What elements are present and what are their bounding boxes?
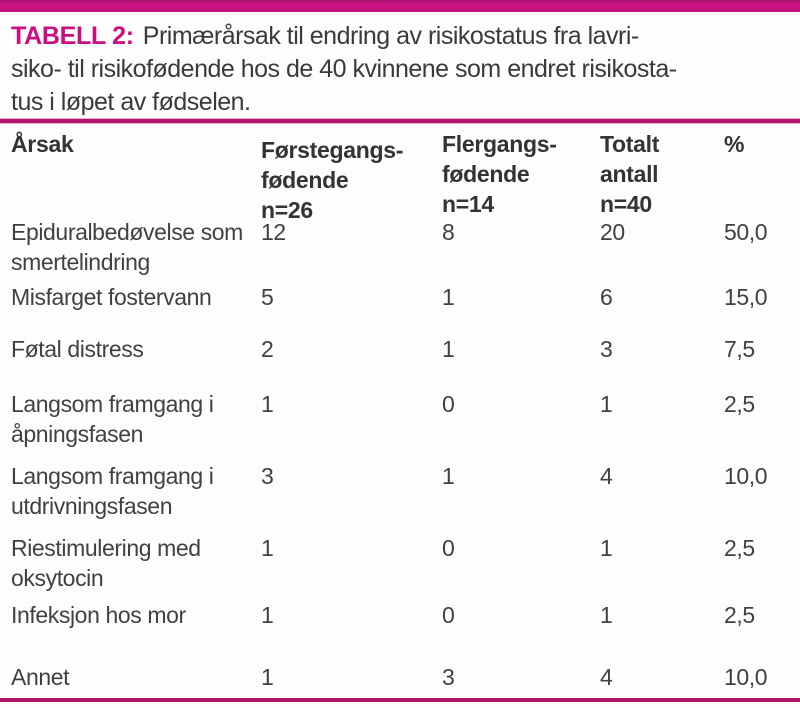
- forstegangs-value-cell: 12: [261, 219, 286, 245]
- column-header-line: antall: [600, 161, 659, 187]
- cause-line: Epiduralbedøvelse som: [11, 219, 243, 245]
- cause-line: oksytocin: [11, 565, 104, 591]
- table-row: [11, 282, 790, 334]
- cause-cell: [11, 334, 261, 364]
- percent-value-cell: 10,0: [724, 664, 768, 690]
- cause-line: utdrivningsfasen: [11, 493, 173, 519]
- percent-value-cell: 2,5: [724, 391, 755, 417]
- percent-value-cell: 2,5: [724, 602, 755, 628]
- flergangs-value-cell: 8: [442, 219, 455, 245]
- cause-cell: [11, 533, 261, 593]
- caption-line-1: [11, 20, 792, 53]
- percent-value-cell: 15,0: [724, 284, 768, 310]
- bottom-accent-rule: [0, 698, 800, 702]
- column-header-line: Totalt: [600, 131, 660, 157]
- cause-cell: [11, 389, 261, 449]
- column-header-line: n=40: [600, 191, 652, 217]
- cause-line: Føtal distress: [11, 336, 144, 362]
- flergangs-value-cell: 0: [442, 391, 455, 417]
- flergangs-value-cell: 1: [442, 284, 455, 310]
- caption-text: Primærårsak til endring av risikostatus fra lavri-: [142, 22, 639, 50]
- table-row: [11, 600, 790, 662]
- table-header-row: [11, 123, 790, 223]
- column-header-line: Flergangs-: [442, 131, 557, 157]
- flergangs-value-cell: 3: [442, 664, 455, 690]
- totalt-value-cell: 1: [600, 391, 613, 417]
- table-row: [11, 334, 790, 389]
- table-row: [11, 389, 790, 461]
- top-accent-bar: [0, 0, 800, 12]
- column-header-totalt: [600, 129, 724, 219]
- column-header-line: %: [724, 131, 745, 157]
- forstegangs-value-cell: 3: [261, 463, 274, 489]
- column-header-line: Førstegangs-: [261, 137, 404, 163]
- cause-line: smertelindring: [11, 249, 150, 275]
- table-row: [11, 533, 790, 600]
- cause-line: Riestimulering med: [11, 535, 201, 561]
- forstegangs-value-cell: 1: [261, 535, 274, 561]
- percent-value-cell: 2,5: [724, 535, 755, 561]
- table-row: [11, 217, 790, 282]
- percent-value-cell: 10,0: [724, 463, 768, 489]
- caption-line-2: siko- til risikofødende hos de 40 kvinnene som endret risikosta-: [11, 55, 677, 83]
- forstegangs-value-cell: 5: [261, 284, 274, 310]
- totalt-value-cell: 1: [600, 535, 613, 561]
- flergangs-value-cell: 1: [442, 336, 455, 362]
- percent-value-cell: 50,0: [724, 219, 768, 245]
- column-header-cause: [11, 129, 261, 159]
- column-header-line: fødende: [442, 161, 530, 187]
- totalt-value-cell: 6: [600, 284, 613, 310]
- cause-cell: [11, 600, 261, 630]
- table-body: [11, 217, 790, 698]
- cause-cell: [11, 461, 261, 521]
- forstegangs-value-cell: 1: [261, 664, 274, 690]
- forstegangs-value-cell: 1: [261, 391, 274, 417]
- column-header-line: n=14: [442, 191, 494, 217]
- column-header-flergangs: [442, 129, 600, 219]
- cause-line: Langsom framgang i: [11, 463, 214, 489]
- column-header-percent: [724, 129, 790, 159]
- table-row: [11, 461, 790, 533]
- column-header-line: n=26: [261, 197, 313, 223]
- forstegangs-value-cell: 2: [261, 336, 274, 362]
- cause-cell: [11, 282, 261, 312]
- cause-line: Misfarget fostervann: [11, 284, 212, 310]
- cause-line: åpningsfasen: [11, 421, 144, 447]
- table-row: [11, 662, 790, 698]
- table-caption: [11, 20, 792, 119]
- data-table: [0, 123, 800, 698]
- cause-line: Langsom framgang i: [11, 391, 214, 417]
- percent-value-cell: 7,5: [724, 336, 755, 362]
- table-number-label: TABELL 2:: [11, 22, 134, 50]
- column-header-forstegangs: [261, 129, 442, 225]
- column-header-line: fødende: [261, 167, 349, 193]
- column-header-line: Årsak: [11, 131, 74, 157]
- cause-cell: [11, 662, 261, 692]
- totalt-value-cell: 3: [600, 336, 613, 362]
- caption-line-3: tus i løpet av fødselen.: [11, 88, 251, 116]
- forstegangs-value-cell: 1: [261, 602, 274, 628]
- totalt-value-cell: 4: [600, 463, 613, 489]
- cause-line: Infeksjon hos mor: [11, 602, 186, 628]
- flergangs-value-cell: 0: [442, 602, 455, 628]
- cause-line: Annet: [11, 664, 70, 690]
- totalt-value-cell: 20: [600, 219, 625, 245]
- totalt-value-cell: 4: [600, 664, 613, 690]
- flergangs-value-cell: 0: [442, 535, 455, 561]
- flergangs-value-cell: 1: [442, 463, 455, 489]
- totalt-value-cell: 1: [600, 602, 613, 628]
- cause-cell: [11, 217, 261, 277]
